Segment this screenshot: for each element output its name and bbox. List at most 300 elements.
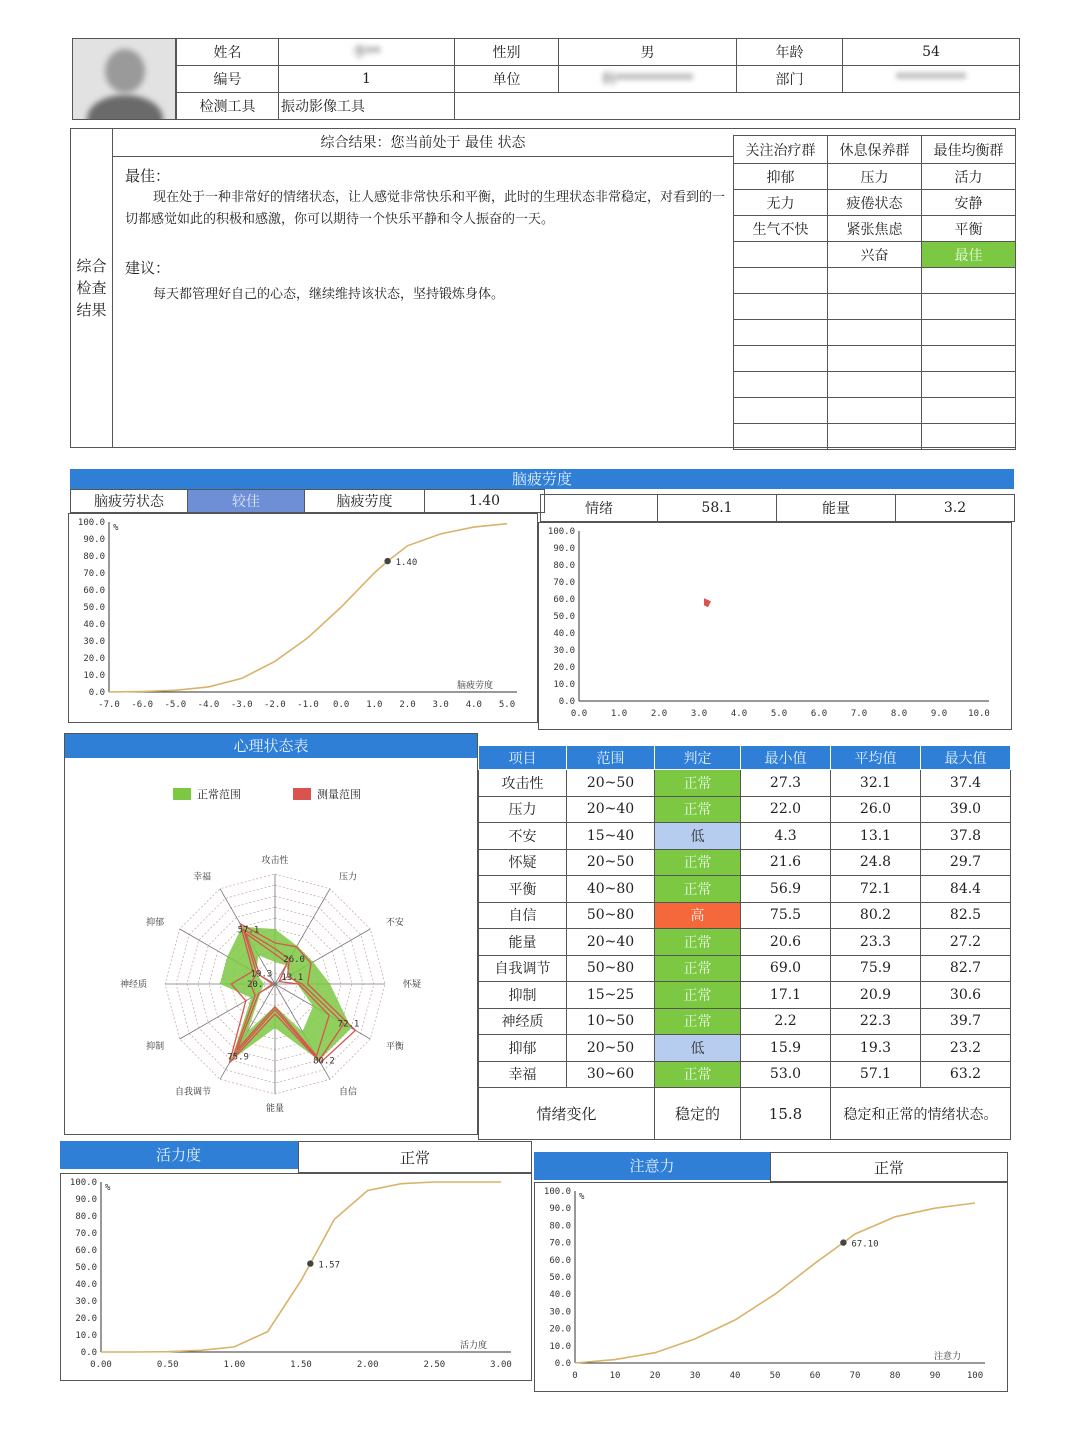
id-label: 编号: [177, 66, 279, 93]
psych-cell-avg: 80.2: [831, 902, 921, 929]
y-tick-label: 40.0: [553, 629, 575, 639]
group-cell: [828, 424, 922, 450]
age-label: 年龄: [737, 39, 843, 66]
psych-table: [478, 745, 1011, 1140]
avatar: [73, 39, 176, 120]
curve-marker: [840, 1239, 846, 1245]
dept-value: **********: [843, 66, 1020, 93]
dept-label: 部门: [737, 66, 843, 93]
x-tick-label: 80: [889, 1371, 901, 1381]
fatigue-emotion-table: [540, 494, 1015, 522]
fatigue-state-label: 脑疲劳状态: [71, 490, 188, 513]
emotion-change-value: 15.8: [741, 1088, 831, 1140]
group-cell: 平衡: [922, 216, 1016, 242]
legend-normal-label: 正常范围: [197, 788, 241, 801]
psych-title-bar: [65, 734, 477, 758]
vitality-chart: [61, 1174, 533, 1382]
group-cell: [734, 294, 828, 320]
psych-cell-max: 23.2: [921, 1035, 1011, 1062]
legend: [173, 786, 361, 802]
psych-cell-max: 82.7: [921, 955, 1011, 982]
radar-axis-label: 抑郁: [146, 918, 165, 928]
x-tick-label: 30: [689, 1371, 701, 1381]
attention-title: 注意力: [629, 1157, 675, 1175]
table-row: [479, 876, 1011, 903]
y-tick-label: 80.0: [553, 561, 575, 571]
x-tick-label: 9.0: [930, 709, 948, 719]
psych-cell-avg: 23.3: [831, 929, 921, 956]
group-cell: [734, 268, 828, 294]
y-tick-label: 60.0: [553, 595, 575, 605]
psych-cell-judge: 正常: [655, 955, 741, 982]
psych-cell-judge: 正常: [655, 849, 741, 876]
name-label: 姓名: [177, 39, 279, 66]
psych-cell-item: 压力: [479, 796, 567, 823]
y-tick-label: 90.0: [549, 1204, 571, 1215]
psych-cell-min: 56.9: [741, 876, 831, 903]
table-row: [479, 902, 1011, 929]
x-tick-label: 3.00: [490, 1360, 512, 1370]
psych-cell-min: 17.1: [741, 982, 831, 1009]
x-tick-label: -1.0: [297, 700, 319, 710]
group-cell: 抑郁: [734, 164, 828, 190]
y-tick-label: 30.0: [75, 1297, 97, 1307]
psych-cell-min: 69.0: [741, 955, 831, 982]
x-axis-label: 脑疲劳度: [456, 681, 493, 691]
psych-cell-max: 37.4: [921, 770, 1011, 797]
y-tick-label: 70.0: [549, 1238, 571, 1249]
x-tick-label: 8.0: [890, 709, 908, 719]
x-tick-label: 20: [649, 1371, 661, 1381]
summary-side-text: 综合检查结果: [76, 257, 107, 319]
x-tick-label: -3.0: [230, 700, 253, 710]
group-header-col-balance: 最佳均衡群: [922, 136, 1016, 164]
psych-cell-range: 20~50: [567, 849, 655, 876]
unit-label: 单位: [455, 66, 559, 93]
group-cell: 最佳: [922, 242, 1016, 268]
psych-cell-max: 29.7: [921, 849, 1011, 876]
x-tick-label: 60: [809, 1371, 821, 1381]
table-row: [479, 929, 1011, 956]
group-cell: 安静: [922, 190, 1016, 216]
name-value: 李**: [279, 39, 455, 66]
radar-axis-label: 自我调节: [174, 1087, 211, 1098]
radar-axis-label: 不安: [385, 918, 404, 928]
psych-cell-item: 幸福: [479, 1061, 567, 1088]
group-cell: [828, 398, 922, 424]
psych-header-min: 最小值: [741, 746, 831, 770]
x-tick-label: -5.0: [164, 700, 187, 710]
y-tick-label: 20.0: [553, 663, 575, 673]
fatigue-curve-box: [68, 513, 538, 723]
psych-cell-min: 27.3: [741, 770, 831, 797]
y-tick-label: 0.0: [88, 688, 105, 698]
y-tick-label: 40.0: [75, 1280, 97, 1290]
header-table: [176, 38, 1020, 120]
y-tick-label: 70.0: [75, 1229, 97, 1239]
radar-value-label: 72.1: [337, 1019, 360, 1030]
group-cell: 疲倦状态: [828, 190, 922, 216]
table-row: [479, 849, 1011, 876]
emotion-value: 58.1: [658, 495, 777, 522]
unit-label: %: [105, 1183, 111, 1193]
group-cell: [828, 268, 922, 294]
psych-title: 心理状态表: [233, 737, 309, 755]
psych-cell-avg: 19.3: [831, 1035, 921, 1062]
psych-cell-item: 自我调节: [479, 955, 567, 982]
x-tick-label: 4.0: [730, 709, 748, 719]
vitality-title: 活力度: [156, 1146, 202, 1164]
x-tick-label: 40: [729, 1371, 741, 1381]
x-tick-label: 0.0: [570, 709, 588, 719]
curve-marker: [307, 1260, 313, 1266]
y-tick-label: 0.0: [80, 1348, 97, 1358]
psych-cell-range: 20~50: [567, 1035, 655, 1062]
group-cell: 活力: [922, 164, 1016, 190]
psych-cell-min: 22.0: [741, 796, 831, 823]
legend-measured-label: 测量范围: [317, 788, 361, 801]
radar-axis-label: 压力: [339, 872, 358, 883]
radar-value-label: 80.2: [313, 1056, 335, 1067]
psych-cell-min: 2.2: [741, 1008, 831, 1035]
y-tick-label: 0.0: [554, 1359, 571, 1369]
psych-cell-max: 84.4: [921, 876, 1011, 903]
scatter-point: [704, 598, 711, 607]
attention-status: 正常: [770, 1152, 1008, 1182]
advice-text: 每天都管理好自己的心态，继续维持该状态，坚持锻炼身体。: [153, 287, 505, 302]
x-tick-label: -4.0: [197, 700, 220, 710]
y-tick-label: 100.0: [547, 527, 575, 537]
attention-section: [534, 1152, 1008, 1392]
vitality-title-bar: [60, 1141, 298, 1169]
curve-marker-label: 1.57: [318, 1260, 341, 1271]
unit-value: 科***********: [559, 66, 737, 93]
id-value: 1: [279, 66, 455, 93]
curve-line: [575, 1203, 975, 1363]
radar-value-label: 57.1: [237, 925, 260, 936]
radar-axis-label: 能量: [265, 1104, 285, 1114]
group-cell: 紧张焦虑: [828, 216, 922, 242]
radar-chart: [105, 834, 465, 1134]
y-tick-label: 20.0: [83, 654, 105, 664]
psych-cell-min: 20.6: [741, 929, 831, 956]
emotion-change-label: 情绪变化: [479, 1088, 655, 1140]
psych-cell-range: 15~40: [567, 823, 655, 850]
x-tick-label: 2.0: [399, 700, 416, 710]
emotion-change-desc: 稳定和正常的情绪状态。: [831, 1088, 1011, 1140]
psych-cell-range: 10~50: [567, 1008, 655, 1035]
y-tick-label: 60.0: [549, 1255, 571, 1266]
psych-cell-item: 自信: [479, 902, 567, 929]
x-tick-label: 0.00: [90, 1360, 112, 1370]
x-tick-label: 70: [849, 1371, 861, 1381]
group-cell: [922, 268, 1016, 294]
radar-axis-label: 攻击性: [261, 856, 289, 866]
y-tick-label: 50.0: [553, 612, 575, 622]
y-tick-label: 30.0: [553, 646, 575, 656]
y-tick-label: 80.0: [549, 1221, 571, 1232]
group-cell: [828, 320, 922, 346]
table-row: [479, 1061, 1011, 1088]
psych-cell-item: 抑郁: [479, 1035, 567, 1062]
x-tick-label: 1.0: [366, 700, 383, 710]
group-cell: 兴奋: [828, 242, 922, 268]
group-cell: [734, 424, 828, 450]
group-cell: [922, 346, 1016, 372]
gender-label: 性别: [455, 39, 559, 66]
fatigue-scatter-box: [538, 522, 1012, 730]
x-tick-label: 0.0: [333, 700, 350, 710]
group-cell: 压力: [828, 164, 922, 190]
x-tick-label: 1.0: [610, 709, 628, 719]
vitality-status: 正常: [298, 1141, 532, 1173]
psych-cell-judge: 低: [655, 1035, 741, 1062]
x-tick-label: -7.0: [98, 700, 120, 710]
best-text: 现在处于一种非常好的情绪状态，让人感觉非常快乐和平衡，此时的生理状态非常稳定，对看到的一切都感觉如此的积极和感激，你可以期待一个快乐平静和令人振奋的一天。: [125, 190, 726, 227]
psych-cell-range: 20~40: [567, 796, 655, 823]
x-tick-label: 10: [609, 1371, 621, 1381]
y-tick-label: 100.0: [69, 1178, 97, 1188]
vitality-section: [60, 1141, 532, 1381]
group-cell: [922, 372, 1016, 398]
psych-cell-min: 4.3: [741, 823, 831, 850]
y-tick-label: 70.0: [553, 578, 575, 588]
table-row: [479, 982, 1011, 1009]
group-cell: [922, 320, 1016, 346]
fatigue-title-bar: [70, 469, 1014, 489]
table-row: [479, 1035, 1011, 1062]
gender-value: 男: [559, 39, 737, 66]
group-cell: [734, 346, 828, 372]
group-cell: [922, 424, 1016, 450]
psych-cell-judge: 低: [655, 823, 741, 850]
psych-cell-judge: 正常: [655, 1008, 741, 1035]
tool-label: 检测工具: [177, 93, 279, 120]
psych-cell-avg: 75.9: [831, 955, 921, 982]
psych-cell-avg: 13.1: [831, 823, 921, 850]
y-tick-label: 80.0: [75, 1212, 97, 1222]
psych-cell-judge: 正常: [655, 929, 741, 956]
x-axis-label: 活力度: [459, 1341, 487, 1351]
psych-header-item: 项目: [479, 746, 567, 770]
radar-value-label: 19.3: [250, 969, 273, 980]
psych-header-avg: 平均值: [831, 746, 921, 770]
group-cell: 生气不快: [734, 216, 828, 242]
group-cell: [922, 294, 1016, 320]
x-axis-label: 注意力: [933, 1352, 961, 1362]
radar-value-label: 26.0: [283, 955, 305, 966]
radar-value-label: 75.9: [227, 1052, 249, 1063]
age-value: 54: [843, 39, 1020, 66]
psych-cell-min: 75.5: [741, 902, 831, 929]
fatigue-degree-value: 1.40: [425, 490, 545, 513]
y-tick-label: 30.0: [549, 1307, 571, 1318]
fatigue-state-table: [70, 489, 545, 513]
table-row: [479, 1008, 1011, 1035]
psych-section: [64, 733, 478, 1135]
psych-cell-item: 能量: [479, 929, 567, 956]
psych-cell-judge: 正常: [655, 1061, 741, 1088]
psych-cell-min: 53.0: [741, 1061, 831, 1088]
x-tick-label: 4.0: [465, 700, 482, 710]
psych-cell-max: 27.2: [921, 929, 1011, 956]
psych-cell-avg: 26.0: [831, 796, 921, 823]
psych-cell-max: 30.6: [921, 982, 1011, 1009]
summary-section: [70, 128, 1016, 448]
y-tick-label: 50.0: [83, 603, 105, 613]
psych-cell-max: 37.8: [921, 823, 1011, 850]
psych-cell-item: 平衡: [479, 876, 567, 903]
y-tick-label: 50.0: [549, 1273, 571, 1283]
psych-cell-min: 15.9: [741, 1035, 831, 1062]
table-row: [479, 770, 1011, 797]
attention-chart: [535, 1183, 1009, 1393]
x-tick-label: -6.0: [131, 700, 154, 710]
group-cell: [734, 398, 828, 424]
y-tick-label: 50.0: [75, 1263, 97, 1273]
group-header-col-rest: 休息保养群: [828, 136, 922, 164]
x-tick-label: 5.0: [770, 709, 788, 719]
group-cell: [828, 372, 922, 398]
group-cell: [734, 320, 828, 346]
x-tick-label: 3.0: [690, 709, 708, 719]
curve-marker: [384, 558, 390, 564]
psych-cell-max: 39.0: [921, 796, 1011, 823]
psych-header-range: 范围: [567, 746, 655, 770]
psych-cell-range: 15~25: [567, 982, 655, 1009]
summary-side-label: [71, 129, 113, 447]
radar-axis-label: 平衡: [385, 1042, 404, 1052]
psych-cell-avg: 57.1: [831, 1061, 921, 1088]
psych-cell-avg: 20.9: [831, 982, 921, 1009]
y-tick-label: 90.0: [553, 544, 575, 554]
psych-cell-range: 50~80: [567, 902, 655, 929]
table-row: [479, 955, 1011, 982]
psych-cell-min: 21.6: [741, 849, 831, 876]
psych-cell-item: 神经质: [479, 1008, 567, 1035]
psych-cell-item: 怀疑: [479, 849, 567, 876]
psych-cell-judge: 高: [655, 902, 741, 929]
x-tick-label: 3.0: [432, 700, 449, 710]
x-tick-label: 0: [572, 1371, 578, 1381]
y-tick-label: 70.0: [83, 569, 105, 579]
y-tick-label: 40.0: [549, 1290, 571, 1301]
y-tick-label: 10.0: [553, 680, 575, 690]
group-cell: [828, 346, 922, 372]
fatigue-state-value: 较佳: [188, 490, 305, 513]
emotion-label: 情绪: [541, 495, 658, 522]
y-tick-label: 10.0: [549, 1341, 571, 1352]
advice-heading: 建议：: [125, 259, 171, 277]
group-header-col-therapy: 关注治疗群: [734, 136, 828, 164]
x-tick-label: 2.50: [423, 1360, 446, 1370]
psych-header-judge: 判定: [655, 746, 741, 770]
fatigue-scatter-chart: [539, 523, 1013, 731]
x-tick-label: 0.50: [156, 1360, 179, 1370]
energy-label: 能量: [777, 495, 896, 522]
groups-table: [733, 135, 1016, 450]
fatigue-title: 脑疲劳度: [511, 470, 572, 488]
photo-box: [72, 38, 176, 120]
psych-cell-judge: 正常: [655, 982, 741, 1009]
x-tick-label: 1.50: [290, 1360, 312, 1370]
unit-label: %: [579, 1192, 585, 1202]
tool-value: 振动影像工具: [279, 93, 455, 120]
legend-measured-swatch: [293, 788, 311, 800]
curve-line: [109, 524, 507, 692]
y-tick-label: 20.0: [549, 1324, 571, 1335]
x-tick-label: -2.0: [263, 700, 286, 710]
unit-label: %: [113, 523, 119, 533]
y-tick-label: 10.0: [83, 671, 105, 681]
group-cell: 无力: [734, 190, 828, 216]
y-tick-label: 20.0: [75, 1314, 97, 1324]
radar-axis-label: 神经质: [119, 980, 147, 990]
psych-cell-max: 82.5: [921, 902, 1011, 929]
psych-cell-avg: 22.3: [831, 1008, 921, 1035]
x-tick-label: 2.00: [356, 1360, 379, 1370]
result-title: 综合结果：您当前处于 最佳 状态: [113, 129, 733, 157]
legend-normal: [173, 786, 241, 802]
legend-normal-swatch: [173, 788, 191, 800]
x-tick-label: 2.0: [650, 709, 668, 719]
vitality-chart-box: [60, 1173, 532, 1381]
y-tick-label: 80.0: [83, 552, 105, 562]
y-tick-label: 0.0: [558, 697, 575, 707]
psych-header-max: 最大值: [921, 746, 1011, 770]
radar-axis-label: 怀疑: [403, 980, 422, 990]
x-tick-label: 6.0: [810, 709, 828, 719]
psych-cell-judge: 正常: [655, 770, 741, 797]
psych-cell-range: 30~60: [567, 1061, 655, 1088]
radar-axis-label: 自信: [339, 1087, 358, 1098]
energy-value: 3.2: [896, 495, 1015, 522]
curve-marker-label: 67.10: [851, 1239, 879, 1250]
radar-axis-label: 幸福: [192, 872, 211, 883]
x-tick-label: 7.0: [850, 709, 868, 719]
emotion-change-state: 稳定的: [655, 1088, 741, 1140]
y-tick-label: 90.0: [83, 535, 105, 545]
psych-cell-item: 攻击性: [479, 770, 567, 797]
table-row: [479, 796, 1011, 823]
group-cell: [922, 398, 1016, 424]
best-heading: 最佳：: [125, 167, 171, 185]
fatigue-curve-chart: [69, 514, 539, 724]
psych-cell-item: 不安: [479, 823, 567, 850]
radar-axis-label: 抑制: [146, 1042, 165, 1052]
radar-value-label: 13.1: [281, 972, 304, 983]
attention-title-bar: [534, 1152, 770, 1180]
psych-cell-judge: 正常: [655, 876, 741, 903]
psych-cell-judge: 正常: [655, 796, 741, 823]
y-tick-label: 100.0: [77, 518, 105, 528]
curve-marker-label: 1.40: [395, 558, 418, 569]
x-tick-label: 90: [929, 1371, 941, 1381]
y-tick-label: 60.0: [75, 1246, 97, 1256]
psych-cell-avg: 72.1: [831, 876, 921, 903]
psych-cell-max: 39.7: [921, 1008, 1011, 1035]
psych-cell-item: 抑制: [479, 982, 567, 1009]
attention-chart-box: [534, 1182, 1008, 1392]
y-tick-label: 30.0: [83, 637, 105, 647]
legend-measured: [293, 786, 361, 802]
psych-cell-range: 40~80: [567, 876, 655, 903]
group-cell: [828, 294, 922, 320]
y-tick-label: 60.0: [83, 586, 105, 596]
group-cell: [734, 242, 828, 268]
x-tick-label: 100: [966, 1371, 984, 1381]
y-tick-label: 10.0: [75, 1331, 97, 1341]
